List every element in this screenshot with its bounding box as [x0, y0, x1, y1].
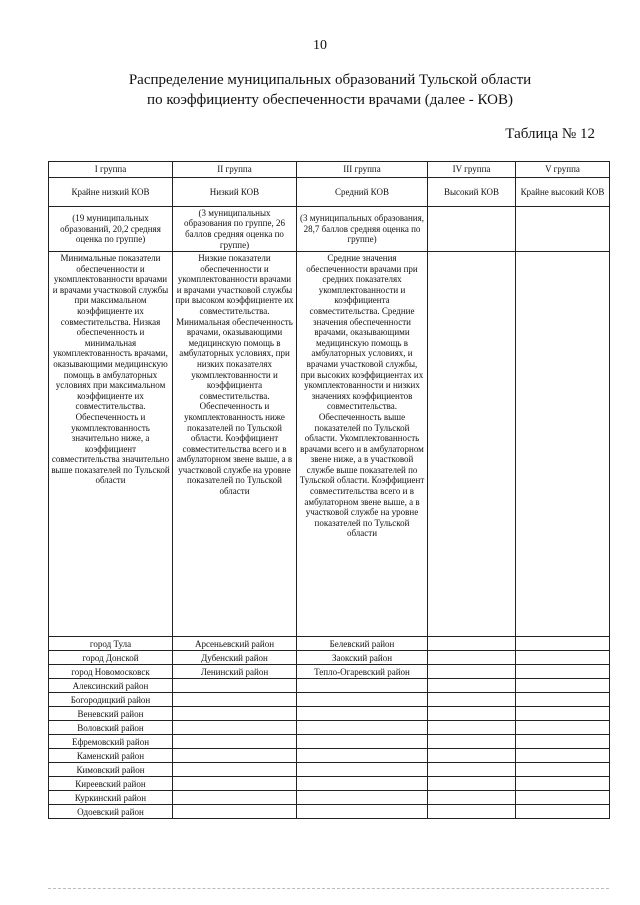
municipality-cell: [428, 791, 516, 805]
group-header-cell: III группа: [297, 162, 428, 178]
municipality-cell: [297, 707, 428, 721]
municipality-cell: [173, 805, 297, 819]
group-estimate-row: [49, 207, 610, 252]
municipality-cell: город Тула: [49, 637, 173, 651]
table-row: [49, 651, 610, 665]
municipality-cell: [173, 763, 297, 777]
municipality-cell: [516, 693, 610, 707]
municipality-cell: Кимовский район: [49, 763, 173, 777]
table-row: [49, 749, 610, 763]
kov-level-row: [49, 178, 610, 207]
municipality-cell: Одоевский район: [49, 805, 173, 819]
table-row: [49, 721, 610, 735]
page-number: 10: [313, 38, 327, 53]
title-line-1: Распределение муниципальных образований Тульской области: [128, 72, 532, 88]
kov-level-cell: Высокий КОВ: [428, 178, 516, 207]
municipality-cell: [173, 791, 297, 805]
municipality-cell: [428, 763, 516, 777]
municipality-cell: Богородицкий район: [49, 693, 173, 707]
municipality-cell: Тепло-Огаревский район: [297, 665, 428, 679]
municipality-cell: [173, 735, 297, 749]
municipality-cell: [516, 665, 610, 679]
municipality-cell: Дубенский район: [173, 651, 297, 665]
municipality-cell: [516, 637, 610, 651]
municipality-cell: город Донской: [49, 651, 173, 665]
municipality-cell: Ленинский район: [173, 665, 297, 679]
kov-distribution-table: [48, 161, 610, 819]
municipality-cell: [428, 693, 516, 707]
municipality-cell: [173, 679, 297, 693]
municipality-cell: [428, 721, 516, 735]
group-description-cell: Минимальные показатели обеспеченности и укомплектованности врачами и врачами участковой службы при максимальном коэффициенте их совместительства. Низкая обеспеченность и минимальная укомплектованность врачами, оказывающими медицинскую помощь в амбулаторных условиях при максимальном коэффициенте их совместительства. Обеспеченность и укомплектованность значительно ниже, а коэффициент совместительства значительно выше показателей по Тульской области: [49, 252, 173, 637]
municipality-cell: [428, 665, 516, 679]
kov-level-cell: Низкий КОВ: [173, 178, 297, 207]
municipality-cell: Куркинский район: [49, 791, 173, 805]
table-row: [49, 791, 610, 805]
municipality-cell: [297, 749, 428, 763]
municipality-cell: [516, 749, 610, 763]
group-header-row: [49, 162, 610, 178]
municipality-cell: [516, 791, 610, 805]
municipality-cell: [428, 735, 516, 749]
municipality-cell: [428, 679, 516, 693]
municipality-cell: [297, 679, 428, 693]
municipality-cell: [297, 693, 428, 707]
scan-edge-divider: [48, 888, 609, 890]
municipality-cell: [297, 805, 428, 819]
municipality-cell: Заокский район: [297, 651, 428, 665]
group-description-cell: Низкие показатели обеспеченности и укомплектованности врачами и врачами участковой службы при высоком коэффициенте их совместительства. Минимальная обеспеченность врачами, оказывающими медицинскую помощь в амбулаторных условиях, при низких показателях укомплектованности и коэффициента совместительства. Обеспеченность и укомплектованность ниже показателей по Тульской области. Коэффициент совместительства всего и в амбулаторном звене выше, а в участковой службе на уровне показателей по Тульской области: [173, 252, 297, 637]
municipality-cell: [297, 721, 428, 735]
group-estimate-cell: [516, 207, 610, 252]
group-estimate-cell: (19 муниципальных образований, 20,2 средняя оценка по группе): [49, 207, 173, 252]
table-row: [49, 665, 610, 679]
municipality-cell: [173, 707, 297, 721]
municipality-cell: [516, 735, 610, 749]
table-row: [49, 805, 610, 819]
table-row: [49, 735, 610, 749]
group-header-cell: V группа: [516, 162, 610, 178]
municipality-cell: [428, 637, 516, 651]
group-description-cell: Средние значения обеспеченности врачами при средних показателях укомплектованности и коэффициента совместительства. Средние значения обеспеченности врачами, оказывающими медицинскую помощь в амбулаторных условиях, и врачами участковой службы, при высоких коэффициентах их укомплектованности и низких значениях коэффициентов совместительства. Обеспеченность выше показателей по Тульской области. Укомплектованность врачами всего и в амбулаторном звене ниже, а в участковой службе выше показателей по Тульской области. Коэффициент совместительства всего и в амбулаторном звене выше, а в участковой службе на уровне показателей по Тульской области: [297, 252, 428, 637]
municipality-cell: [428, 805, 516, 819]
municipality-cell: [428, 707, 516, 721]
municipality-cell: [297, 791, 428, 805]
municipality-cell: Белевский район: [297, 637, 428, 651]
municipality-cell: [173, 721, 297, 735]
municipality-cell: [428, 749, 516, 763]
group-estimate-cell: (3 муниципальных образования по группе, 26 баллов средняя оценка по группе): [173, 207, 297, 252]
table-row: [49, 679, 610, 693]
municipality-cell: город Новомосковск: [49, 665, 173, 679]
group-description-cell: [428, 252, 516, 637]
kov-level-cell: Средний КОВ: [297, 178, 428, 207]
table-number: Таблица № 12: [505, 126, 595, 142]
municipality-cell: [516, 763, 610, 777]
municipality-cell: [516, 679, 610, 693]
municipality-cell: Арсеньевский район: [173, 637, 297, 651]
municipality-cell: [516, 721, 610, 735]
group-header-cell: IV группа: [428, 162, 516, 178]
document-title: [60, 70, 600, 110]
group-description-cell: [516, 252, 610, 637]
title-line-2: по коэффициенту обеспеченности врачами (далее - КОВ): [147, 92, 513, 108]
group-estimate-cell: (3 муниципальных образования, 28,7 баллов средняя оценка по группе): [297, 207, 428, 252]
municipality-cell: [516, 651, 610, 665]
municipality-cell: Воловский район: [49, 721, 173, 735]
group-header-cell: I группа: [49, 162, 173, 178]
municipality-cell: [516, 707, 610, 721]
municipality-cell: [516, 805, 610, 819]
kov-level-cell: Крайне низкий КОВ: [49, 178, 173, 207]
municipality-cell: [173, 693, 297, 707]
municipality-cell: Каменский район: [49, 749, 173, 763]
table-row: [49, 763, 610, 777]
municipality-cell: Алексинский район: [49, 679, 173, 693]
group-description-row: [49, 252, 610, 637]
group-header-cell: II группа: [173, 162, 297, 178]
table-row: [49, 707, 610, 721]
municipality-cell: [173, 777, 297, 791]
municipality-cell: Веневский район: [49, 707, 173, 721]
municipality-cell: Киреевский район: [49, 777, 173, 791]
municipality-cell: [428, 651, 516, 665]
municipality-cell: [428, 777, 516, 791]
municipality-cell: [516, 777, 610, 791]
table-row: [49, 693, 610, 707]
group-estimate-cell: [428, 207, 516, 252]
municipality-cell: [173, 749, 297, 763]
municipality-cell: [297, 777, 428, 791]
kov-level-cell: Крайне высокий КОВ: [516, 178, 610, 207]
municipality-cell: [297, 763, 428, 777]
municipality-cell: [297, 735, 428, 749]
municipality-cell: Ефремовский район: [49, 735, 173, 749]
table-row: [49, 777, 610, 791]
table-row: [49, 637, 610, 651]
